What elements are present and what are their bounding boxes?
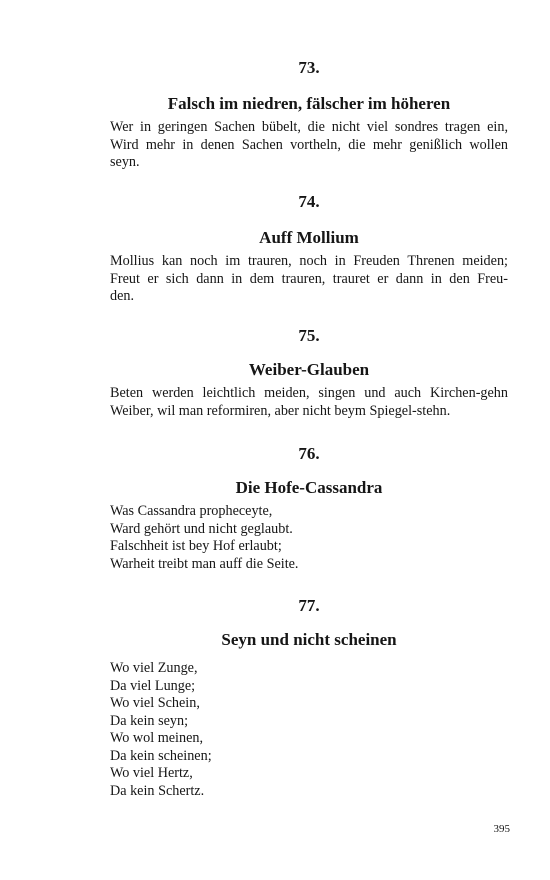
text-line: Falschheit ist bey Hof erlaubt; (110, 538, 282, 554)
epigram-75 (110, 326, 508, 420)
text-line: den. (110, 288, 135, 304)
epigram-74 (110, 192, 508, 306)
text-line: Warheit treibt man auff die Seite. (110, 555, 299, 572)
text-line: Wird mehr in denen Sachen vortheln, die mehr genißlich wollen (110, 136, 508, 153)
epigram-number: 75. (298, 326, 320, 345)
epigram-title: Falsch im niedren, fälscher im höheren (167, 94, 451, 113)
text-line: Da kein scheinen; (110, 747, 212, 764)
text-line: Wo viel Schein, (110, 695, 200, 711)
text-line: Ward gehört und nicht geglaubt. (110, 520, 293, 537)
epigram-76 (110, 444, 508, 573)
text-line: seyn. (110, 154, 140, 170)
text-line: Da viel Lunge; (110, 677, 196, 694)
epigram-title: Die Hofe-Cassandra (235, 478, 383, 497)
epigram-title: Weiber-Glauben (248, 360, 370, 379)
text-line: Freut er sich dann in dem trauren, trauret er dann in den Freu- (110, 270, 508, 287)
epigram-number: 74. (298, 192, 320, 211)
epigram-number: 73. (298, 58, 320, 77)
text-line: Mollius kan noch im trauren, noch in Freuden Threnen meiden; (110, 253, 508, 269)
text-line: Wo viel Hertz, (110, 765, 193, 781)
text-line: Da kein Schertz. (110, 782, 205, 799)
epigram-text (110, 385, 508, 420)
page-number: 395 (493, 823, 510, 835)
text-line: Wo viel Zunge, (110, 660, 198, 676)
text-line: Wo wol meinen, (110, 730, 204, 746)
text-line: Wer in geringen Sachen bübelt, die nicht viel sondres tragen ein, (110, 119, 508, 135)
epigram-text (110, 660, 508, 800)
text-line: Da kein seyn; (110, 712, 189, 729)
epigram-title: Seyn und nicht scheinen (221, 630, 397, 649)
epigram-number: 76. (298, 444, 320, 463)
text-line: Weiber, wil man reformiren, aber nicht beym Spiegel-stehn. (110, 402, 451, 419)
epigram-77 (110, 596, 508, 800)
epigram-text (110, 503, 508, 573)
text-line: Was Cassandra propheceyte, (110, 503, 273, 519)
epigram-title: Auff Mollium (259, 228, 359, 247)
epigram-73 (110, 58, 508, 172)
epigram-text (110, 119, 508, 172)
epigram-number: 77. (298, 596, 320, 615)
text-line: Beten werden leichtlich meiden, singen und auch Kirchen-gehn (110, 385, 508, 401)
epigram-text (110, 253, 508, 306)
